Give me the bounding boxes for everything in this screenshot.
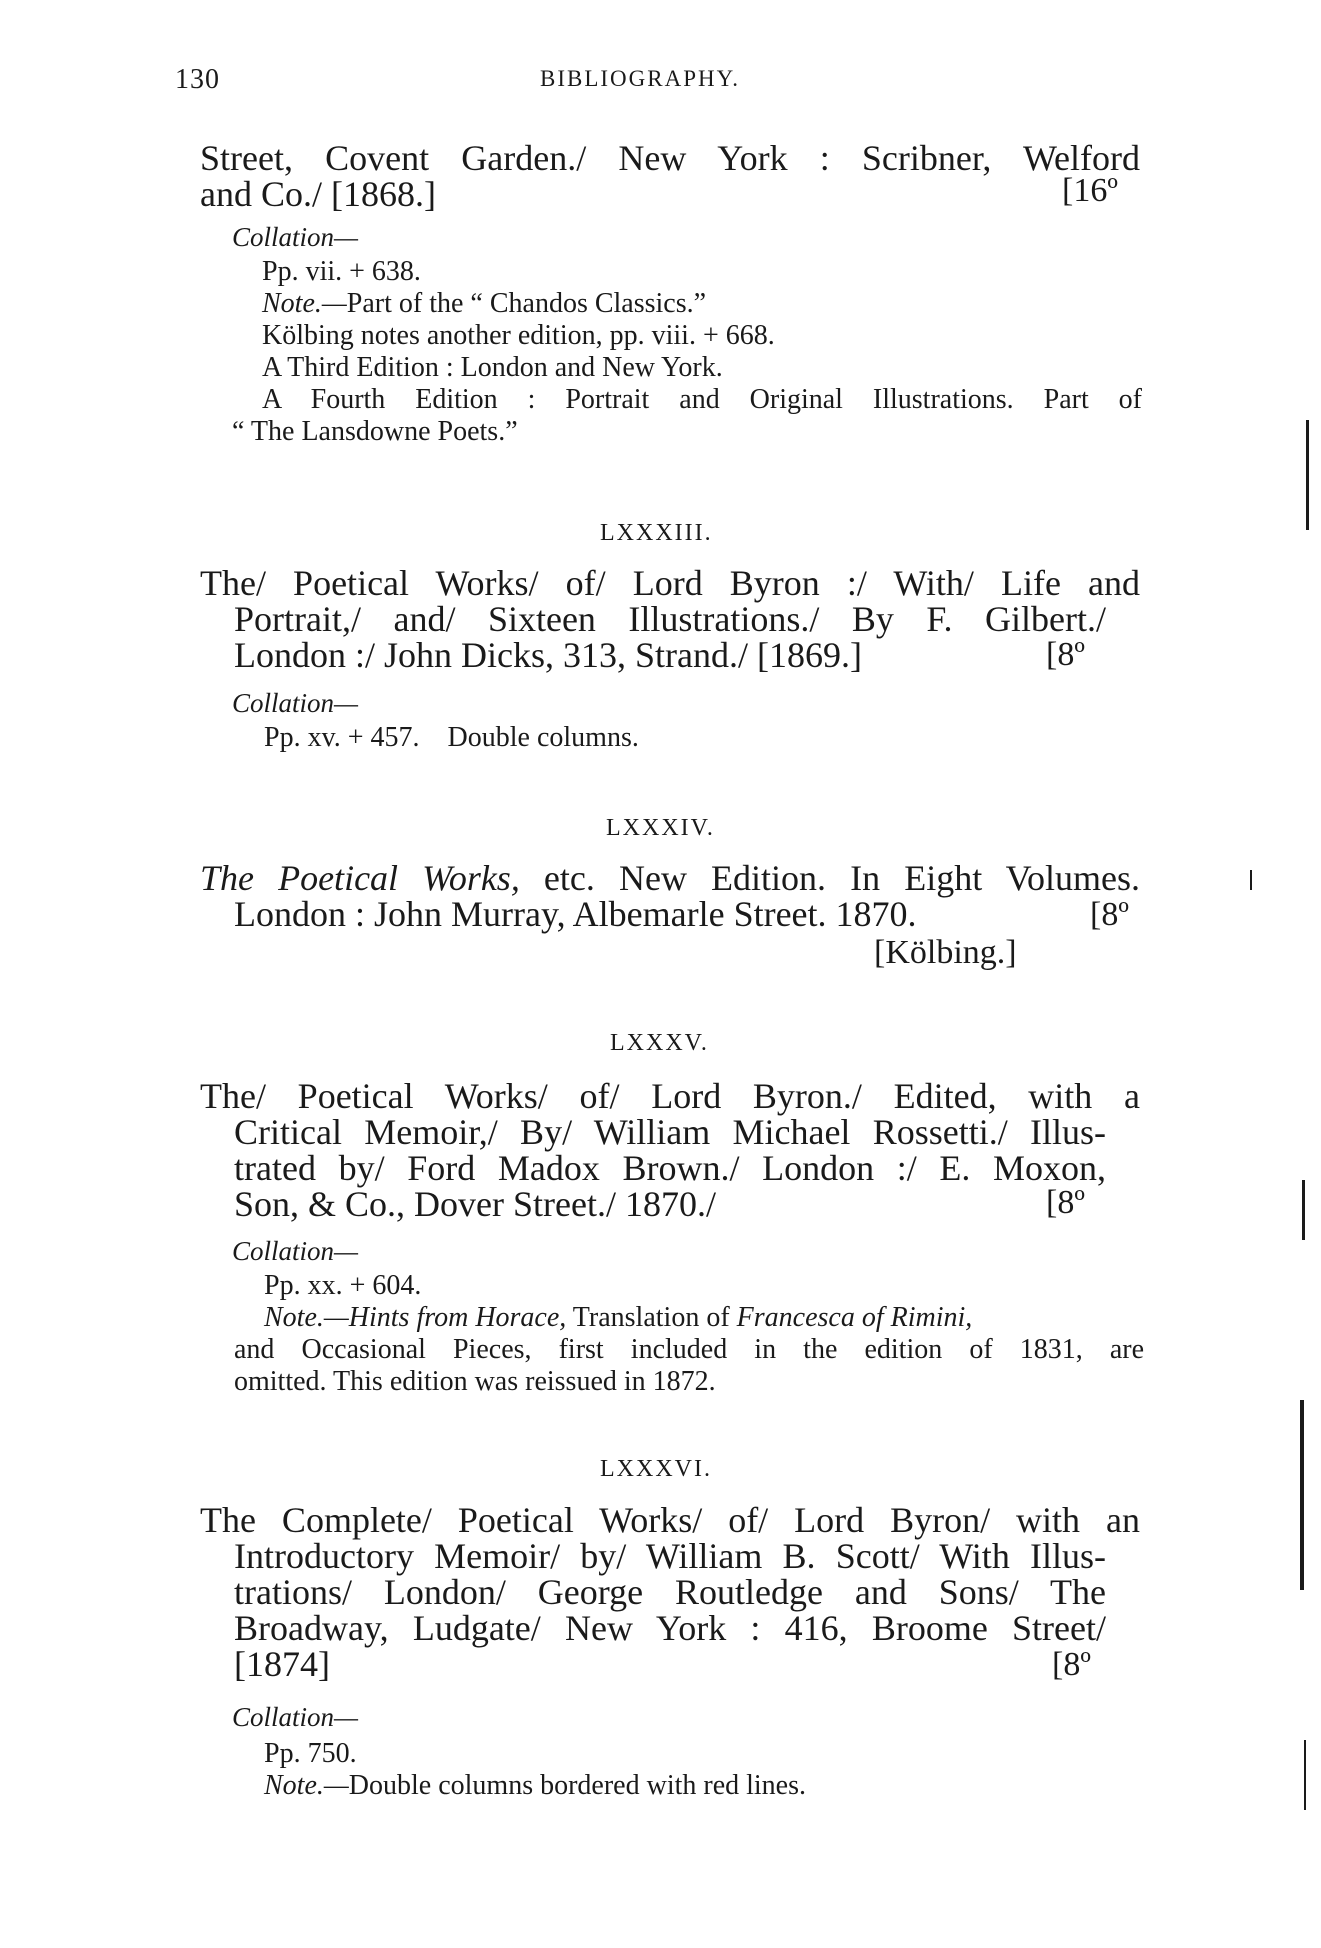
entry-line: Introductory Memoir/ by/ William B. Scott/ With Illus- bbox=[234, 1536, 1106, 1576]
scan-mark bbox=[1300, 1400, 1304, 1590]
format-mark: [8º bbox=[1046, 636, 1085, 673]
format-mark: [16º bbox=[1062, 172, 1118, 209]
note-line: Pp. xx. + 604. bbox=[264, 1270, 422, 1301]
format-mark: [8º bbox=[1090, 896, 1129, 933]
entry-line: London : John Murray, Albemarle Street. 1870. bbox=[234, 894, 917, 934]
page-number: 130 bbox=[175, 64, 220, 95]
entry-text bbox=[200, 565, 1140, 673]
entry-line: The Complete/ Poetical Works/ of/ Lord Byron/ with an bbox=[200, 1500, 1140, 1540]
note-text: Pp. xv. + 457. bbox=[264, 722, 420, 753]
note-line: omitted. This edition was reissued in 1872. bbox=[234, 1366, 716, 1397]
note-italic: Francesca of Rimini, bbox=[736, 1302, 973, 1333]
source-note: [Kölbing.] bbox=[874, 934, 1017, 971]
note-line: “ The Lansdowne Poets.” bbox=[232, 416, 518, 447]
top-entry-text bbox=[200, 140, 1140, 212]
scan-mark bbox=[1306, 420, 1309, 530]
scan-mark bbox=[1250, 870, 1252, 890]
note-line bbox=[264, 1302, 1174, 1334]
entry-number: LXXXV. bbox=[610, 1030, 709, 1056]
entry-text bbox=[200, 860, 1140, 932]
entry-line: Critical Memoir,/ By/ William Michael Rossetti./ Illus- bbox=[234, 1112, 1106, 1152]
note-line: A Third Edition : London and New York. bbox=[262, 352, 723, 383]
collation-label: Collation— bbox=[232, 222, 359, 252]
collation-label: Collation— bbox=[232, 1702, 359, 1732]
entry-number: LXXXIV. bbox=[606, 815, 715, 841]
scan-mark bbox=[1304, 1740, 1306, 1810]
entry-line: Son, & Co., Dover Street./ 1870./ bbox=[234, 1184, 716, 1224]
running-head: BIBLIOGRAPHY. bbox=[540, 66, 741, 91]
entry-text bbox=[200, 1502, 1140, 1682]
note-text: Double columns bordered with red lines. bbox=[348, 1770, 807, 1801]
entry-number: LXXXIII. bbox=[600, 520, 713, 546]
entry-line: Broadway, Ludgate/ New York : 416, Broome Street/ bbox=[234, 1608, 1106, 1648]
note-text: Double columns. bbox=[447, 722, 639, 753]
note-line: and Occasional Pieces, first included in the edition of 1831, are bbox=[234, 1334, 1144, 1365]
note-label: Note.— bbox=[264, 1302, 349, 1333]
entry-title-italic: The Poetical Works, bbox=[200, 858, 520, 898]
collation-notes bbox=[264, 1738, 1174, 1802]
scan-mark bbox=[1302, 1180, 1305, 1240]
entry-line: trated by/ Ford Madox Brown./ London :/ E. Moxon, bbox=[234, 1148, 1106, 1188]
note-italic: Hints from Horace, bbox=[348, 1302, 567, 1333]
note-label: Note.— bbox=[264, 1770, 349, 1801]
note-text: Translation of bbox=[566, 1302, 737, 1333]
note-line bbox=[264, 1770, 1174, 1802]
entry-line-text: etc. New Edition. In Eight Volumes. bbox=[519, 858, 1140, 898]
note-line bbox=[264, 722, 1174, 754]
collation-label: Collation— bbox=[232, 688, 359, 718]
collation-notes bbox=[232, 256, 1172, 448]
note-line: Kölbing notes another edition, pp. viii. + 668. bbox=[262, 320, 775, 351]
collation-notes bbox=[234, 1270, 1174, 1398]
note-label: Note.— bbox=[262, 288, 347, 319]
note-line: Pp. vii. + 638. bbox=[262, 256, 421, 287]
collation-notes bbox=[264, 722, 1174, 754]
entry-line bbox=[200, 860, 1140, 896]
format-mark: [8º bbox=[1052, 1646, 1091, 1683]
note-text: Part of the “ Chandos Classics.” bbox=[346, 288, 707, 319]
format-mark: [8º bbox=[1046, 1184, 1085, 1221]
entry-line: The/ Poetical Works/ of/ Lord Byron./ Edited, with a bbox=[200, 1076, 1140, 1116]
note-line bbox=[262, 288, 1172, 320]
entry-line: Portrait,/ and/ Sixteen Illustrations./ By F. Gilbert./ bbox=[234, 599, 1106, 639]
entry-line: [1874] bbox=[234, 1644, 330, 1684]
entry-line: Street, Covent Garden./ New York : Scribner, Welford bbox=[200, 138, 1140, 178]
entry-line: and Co./ [1868.] bbox=[200, 174, 436, 214]
collation-label: Collation— bbox=[232, 1236, 359, 1266]
entry-line: The/ Poetical Works/ of/ Lord Byron :/ With/ Life and bbox=[200, 563, 1140, 603]
entry-line: trations/ London/ George Routledge and Sons/ The bbox=[234, 1572, 1106, 1612]
entry-line: London :/ John Dicks, 313, Strand./ [1869.] bbox=[234, 635, 862, 675]
note-line: Pp. 750. bbox=[264, 1738, 357, 1769]
entry-number: LXXXVI. bbox=[600, 1456, 712, 1482]
note-line: A Fourth Edition : Portrait and Original Illustrations. Part of bbox=[262, 384, 1142, 415]
entry-text bbox=[200, 1078, 1140, 1222]
